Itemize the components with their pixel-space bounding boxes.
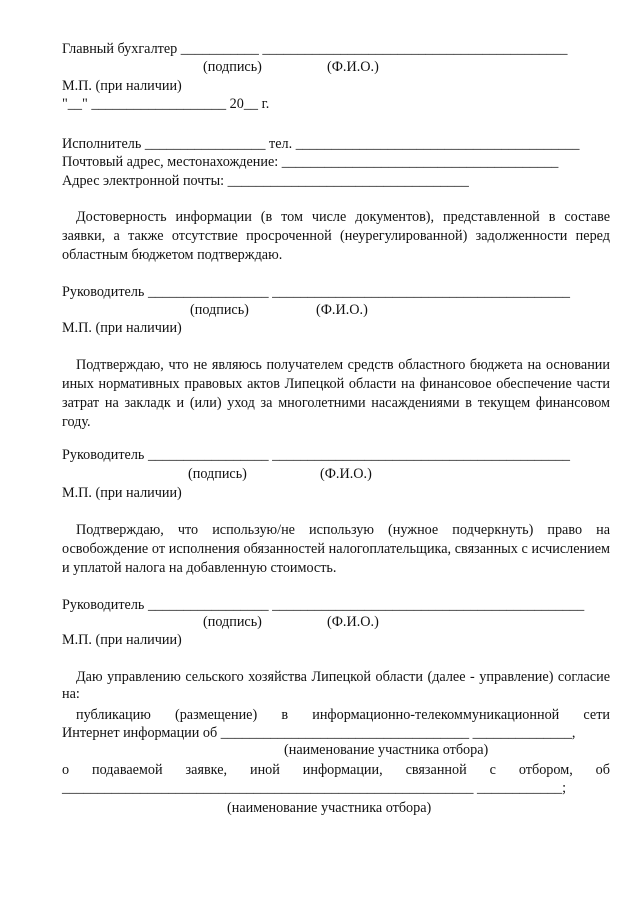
signature-caption: (подпись) — [203, 59, 262, 75]
executor-line: Исполнитель _________________ тел. ________________________________________ — [62, 136, 580, 152]
head-signature-line: Руководитель _________________ __________________________________________ — [62, 284, 571, 300]
stamp-label: М.П. (при наличии) — [62, 632, 182, 648]
reliability-paragraph: Достоверность информации (в том числе документов), представленной в составе заявки, а также отсутствие просроченной (неурегулированной) задолженности перед областным бюджетом подтверждаю. — [62, 209, 610, 263]
head-signature-line: Руководитель _________________ ____________________________________________ — [62, 597, 585, 613]
signature-caption: (подпись) — [188, 466, 247, 482]
signature-caption: (подпись) — [190, 302, 249, 318]
internet-info-line: Интернет информации об ___________________________________ ______________, — [62, 725, 576, 741]
name-caption: (Ф.И.О.) — [327, 59, 379, 75]
consent-intro: Даю управлению сельского хозяйства Липецкой области (далее - управление) согласие на: — [62, 669, 610, 702]
date-line: "__" ___________________ 20__ г. — [62, 96, 270, 112]
signature-caption: (подпись) — [203, 614, 262, 630]
not-recipient-paragraph: Подтверждаю, что не являюсь получателем средств областного бюджета на основании иных нормативных правовых актов Липецкой области на финансовое обеспечение части затрат на закладк и (или) уход за многолетними насаждениями в текущем финансовом году. — [62, 357, 610, 430]
participant-name-caption: (наименование участника отбора) — [227, 800, 432, 816]
stamp-label: М.П. (при наличии) — [62, 78, 182, 94]
name-caption: (Ф.И.О.) — [320, 466, 372, 482]
application-info-line: о подаваемой заявке, иной информации, связанной с отбором, об — [62, 762, 610, 778]
stamp-label: М.П. (при наличии) — [62, 485, 182, 501]
name-caption: (Ф.И.О.) — [327, 614, 379, 630]
participant-blank-line: __________________________________________________________ ____________; — [62, 780, 567, 796]
chief-accountant-line: Главный бухгалтер ___________ ___________________________________________ — [62, 41, 568, 57]
participant-name-caption: (наименование участника отбора) — [284, 742, 489, 758]
stamp-label: М.П. (при наличии) — [62, 320, 182, 336]
postal-address-line: Почтовый адрес, местонахождение: _______________________________________ — [62, 154, 559, 170]
email-line: Адрес электронной почты: __________________________________ — [62, 173, 469, 189]
head-signature-line: Руководитель _________________ __________________________________________ — [62, 447, 571, 463]
vat-paragraph: Подтверждаю, что использую/не использую (нужное подчеркнуть) право на освобождение от исполнения обязанностей налогоплательщика, связанных с исчислением и уплатой налога на добавленную стоимость. — [62, 522, 610, 576]
name-caption: (Ф.И.О.) — [316, 302, 368, 318]
publication-line: публикацию (размещение) в информационно-телекоммуникационной сети — [76, 707, 610, 723]
